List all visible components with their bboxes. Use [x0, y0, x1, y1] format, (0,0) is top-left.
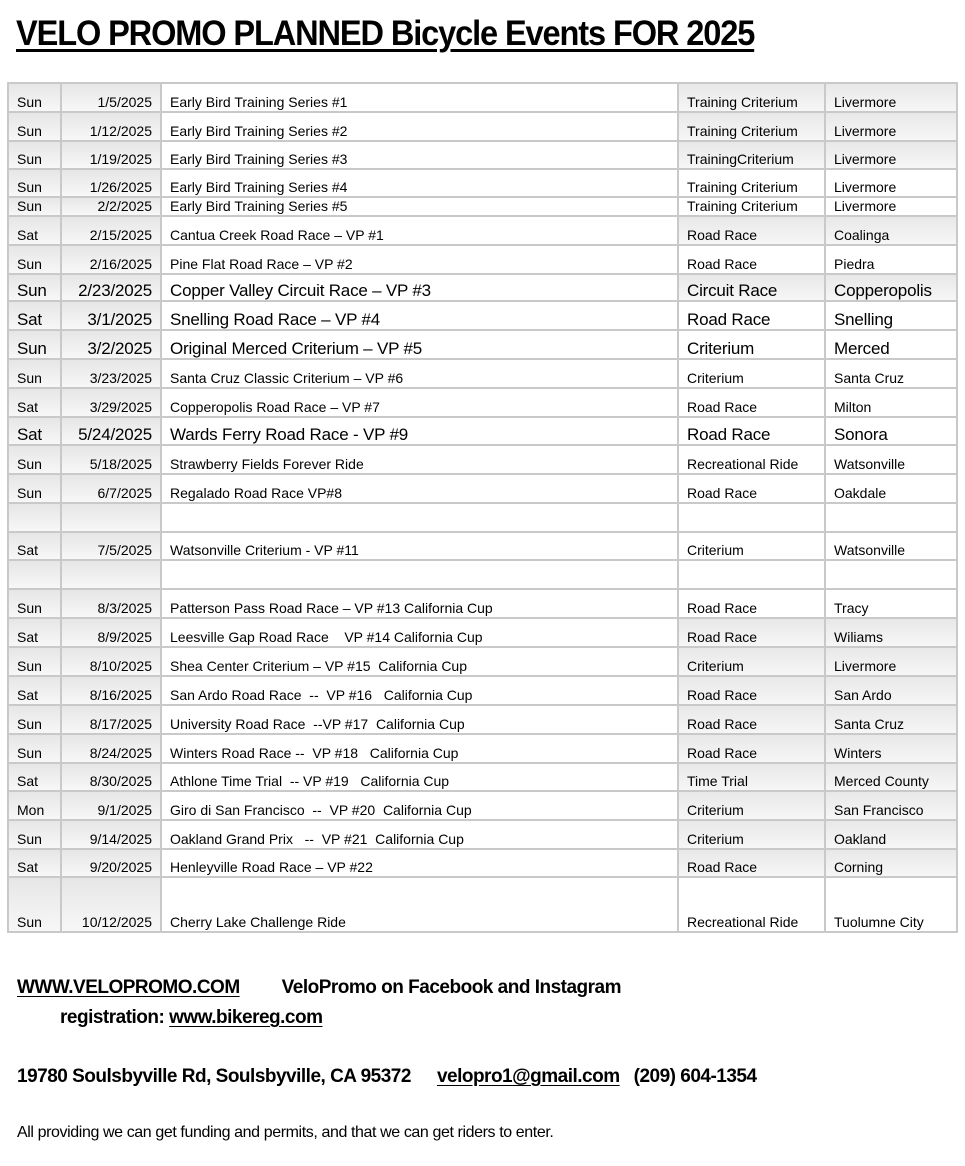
date-cell: 8/3/2025 — [61, 589, 161, 618]
website-link[interactable]: WWW.VELOPROMO.COM — [17, 977, 240, 998]
event-name-cell: Oakland Grand Prix -- VP #21 California Cup — [161, 820, 678, 849]
event-type-cell: Training Criterium — [678, 197, 825, 216]
event-type-cell: Criterium — [678, 532, 825, 560]
date-cell: 10/12/2025 — [61, 877, 161, 932]
location-cell — [825, 560, 957, 589]
event-type-cell: Training Criterium — [678, 83, 825, 112]
location-cell: Livermore — [825, 197, 957, 216]
location-cell: Santa Cruz — [825, 359, 957, 388]
event-name-cell: Early Bird Training Series #2 — [161, 112, 678, 141]
location-cell: San Francisco — [825, 791, 957, 820]
event-name-cell — [161, 503, 678, 532]
table-row — [8, 705, 957, 734]
event-type-cell: Road Race — [678, 734, 825, 763]
day-cell: Sat — [8, 676, 61, 705]
event-type-cell: Road Race — [678, 388, 825, 417]
location-cell: Merced County — [825, 763, 957, 791]
day-cell: Sat — [8, 763, 61, 791]
event-name-cell: Giro di San Francisco -- VP #20 California Cup — [161, 791, 678, 820]
footer-links-line — [17, 977, 621, 999]
date-cell: 3/1/2025 — [61, 301, 161, 330]
location-cell: Watsonville — [825, 445, 957, 474]
email-link[interactable]: velopro1@gmail.com — [436, 1066, 620, 1087]
date-cell: 2/2/2025 — [61, 197, 161, 216]
event-type-cell: Criterium — [678, 359, 825, 388]
day-cell: Sat — [8, 417, 61, 445]
location-cell: Piedra — [825, 245, 957, 274]
location-cell: Watsonville — [825, 532, 957, 560]
day-cell: Sun — [8, 83, 61, 112]
table-row — [8, 141, 957, 169]
event-type-cell — [678, 503, 825, 532]
date-cell: 9/20/2025 — [61, 849, 161, 877]
event-type-cell: Criterium — [678, 820, 825, 849]
day-cell: Sat — [8, 301, 61, 330]
table-row — [8, 791, 957, 820]
event-name-cell: Early Bird Training Series #5 — [161, 197, 678, 216]
contact-line — [17, 1066, 757, 1088]
registration-line — [60, 1007, 322, 1029]
location-cell: Wiliams — [825, 618, 957, 647]
event-type-cell: TrainingCriterium — [678, 141, 825, 169]
day-cell: Sun — [8, 877, 61, 932]
day-cell: Sun — [8, 197, 61, 216]
day-cell: Sun — [8, 330, 61, 359]
date-cell: 2/16/2025 — [61, 245, 161, 274]
day-cell: Mon — [8, 791, 61, 820]
events-table-body — [8, 83, 957, 932]
date-cell: 2/23/2025 — [61, 274, 161, 301]
day-cell: Sun — [8, 169, 61, 197]
event-type-cell — [678, 560, 825, 589]
registration-link[interactable]: www.bikereg.com — [169, 1007, 323, 1028]
day-cell: Sun — [8, 589, 61, 618]
table-row — [8, 83, 957, 112]
event-name-cell: Santa Cruz Classic Criterium – VP #6 — [161, 359, 678, 388]
event-name-cell: Original Merced Criterium – VP #5 — [161, 330, 678, 359]
table-row — [8, 169, 957, 197]
table-row — [8, 560, 957, 589]
disclaimer-note: All providing we can get funding and permits, and that we can get riders to enter. — [17, 1124, 554, 1141]
date-cell: 3/29/2025 — [61, 388, 161, 417]
day-cell — [8, 503, 61, 532]
event-name-cell: Cantua Creek Road Race – VP #1 — [161, 216, 678, 245]
event-type-cell: Road Race — [678, 216, 825, 245]
event-type-cell: Road Race — [678, 474, 825, 503]
location-cell: Santa Cruz — [825, 705, 957, 734]
location-cell: Livermore — [825, 169, 957, 197]
day-cell: Sat — [8, 216, 61, 245]
table-row — [8, 245, 957, 274]
date-cell: 3/23/2025 — [61, 359, 161, 388]
date-cell — [61, 503, 161, 532]
event-name-cell: Early Bird Training Series #4 — [161, 169, 678, 197]
date-cell: 1/26/2025 — [61, 169, 161, 197]
table-row — [8, 589, 957, 618]
events-table — [7, 82, 958, 933]
event-name-cell: Early Bird Training Series #1 — [161, 83, 678, 112]
day-cell: Sat — [8, 849, 61, 877]
table-row — [8, 532, 957, 560]
event-type-cell: Road Race — [678, 589, 825, 618]
day-cell: Sun — [8, 245, 61, 274]
event-type-cell: Criterium — [678, 791, 825, 820]
table-row — [8, 849, 957, 877]
event-type-cell: Road Race — [678, 705, 825, 734]
day-cell: Sat — [8, 532, 61, 560]
date-cell: 1/5/2025 — [61, 83, 161, 112]
day-cell: Sun — [8, 445, 61, 474]
table-row — [8, 359, 957, 388]
event-type-cell: Road Race — [678, 301, 825, 330]
date-cell: 5/18/2025 — [61, 445, 161, 474]
event-type-cell: Road Race — [678, 618, 825, 647]
date-cell — [61, 560, 161, 589]
location-cell: Tuolumne City — [825, 877, 957, 932]
event-type-cell: Circuit Race — [678, 274, 825, 301]
date-cell: 9/1/2025 — [61, 791, 161, 820]
date-cell: 2/15/2025 — [61, 216, 161, 245]
location-cell: Livermore — [825, 83, 957, 112]
event-type-cell: Training Criterium — [678, 169, 825, 197]
event-type-cell: Recreational Ride — [678, 445, 825, 474]
location-cell: Corning — [825, 849, 957, 877]
day-cell: Sun — [8, 734, 61, 763]
event-name-cell: Patterson Pass Road Race – VP #13 California Cup — [161, 589, 678, 618]
date-cell: 8/30/2025 — [61, 763, 161, 791]
date-cell: 3/2/2025 — [61, 330, 161, 359]
date-cell: 7/5/2025 — [61, 532, 161, 560]
location-cell: Merced — [825, 330, 957, 359]
event-name-cell: Shea Center Criterium – VP #15 California Cup — [161, 647, 678, 676]
table-row — [8, 763, 957, 791]
table-row — [8, 647, 957, 676]
location-cell: Oakland — [825, 820, 957, 849]
date-cell: 1/12/2025 — [61, 112, 161, 141]
date-cell: 9/14/2025 — [61, 820, 161, 849]
event-name-cell: Pine Flat Road Race – VP #2 — [161, 245, 678, 274]
event-name-cell: Copper Valley Circuit Race – VP #3 — [161, 274, 678, 301]
day-cell: Sun — [8, 474, 61, 503]
event-type-cell: Criterium — [678, 330, 825, 359]
day-cell — [8, 560, 61, 589]
event-name-cell: Copperopolis Road Race – VP #7 — [161, 388, 678, 417]
event-type-cell: Recreational Ride — [678, 877, 825, 932]
location-cell: Tracy — [825, 589, 957, 618]
location-cell: San Ardo — [825, 676, 957, 705]
event-name-cell: Early Bird Training Series #3 — [161, 141, 678, 169]
event-type-cell: Criterium — [678, 647, 825, 676]
event-type-cell: Road Race — [678, 417, 825, 445]
event-type-cell: Road Race — [678, 849, 825, 877]
event-name-cell: Regalado Road Race VP#8 — [161, 474, 678, 503]
event-name-cell: Leesville Gap Road Race VP #14 California Cup — [161, 618, 678, 647]
event-name-cell: San Ardo Road Race -- VP #16 California Cup — [161, 676, 678, 705]
page-title: VELO PROMO PLANNED Bicycle Events FOR 2025 — [16, 14, 755, 53]
table-row — [8, 274, 957, 301]
location-cell — [825, 503, 957, 532]
date-cell: 5/24/2025 — [61, 417, 161, 445]
location-cell: Livermore — [825, 112, 957, 141]
table-row — [8, 676, 957, 705]
date-cell: 1/19/2025 — [61, 141, 161, 169]
day-cell: Sun — [8, 141, 61, 169]
table-row — [8, 618, 957, 647]
date-cell: 8/9/2025 — [61, 618, 161, 647]
table-row — [8, 301, 957, 330]
table-row — [8, 388, 957, 417]
address-text: 19780 Soulsbyville Rd, Soulsbyville, CA 95372 — [17, 1066, 411, 1087]
date-cell: 8/17/2025 — [61, 705, 161, 734]
location-cell: Winters — [825, 734, 957, 763]
table-row — [8, 330, 957, 359]
event-name-cell: Watsonville Criterium - VP #11 — [161, 532, 678, 560]
date-cell: 8/16/2025 — [61, 676, 161, 705]
day-cell: Sat — [8, 618, 61, 647]
location-cell: Oakdale — [825, 474, 957, 503]
table-row — [8, 474, 957, 503]
registration-label: registration: — [60, 1007, 165, 1028]
table-row — [8, 112, 957, 141]
location-cell: Copperopolis — [825, 274, 957, 301]
table-row — [8, 445, 957, 474]
table-row — [8, 734, 957, 763]
event-type-cell: Road Race — [678, 676, 825, 705]
date-cell: 8/24/2025 — [61, 734, 161, 763]
location-cell: Coalinga — [825, 216, 957, 245]
event-name-cell: University Road Race --VP #17 California Cup — [161, 705, 678, 734]
social-text: VeloPromo on Facebook and Instagram — [281, 977, 622, 998]
phone-text: (209) 604-1354 — [633, 1066, 757, 1087]
location-cell: Livermore — [825, 141, 957, 169]
event-name-cell: Strawberry Fields Forever Ride — [161, 445, 678, 474]
location-cell: Sonora — [825, 417, 957, 445]
event-type-cell: Training Criterium — [678, 112, 825, 141]
location-cell: Milton — [825, 388, 957, 417]
table-row — [8, 503, 957, 532]
day-cell: Sun — [8, 359, 61, 388]
day-cell: Sun — [8, 705, 61, 734]
date-cell: 8/10/2025 — [61, 647, 161, 676]
event-name-cell: Wards Ferry Road Race - VP #9 — [161, 417, 678, 445]
day-cell: Sun — [8, 820, 61, 849]
location-cell: Snelling — [825, 301, 957, 330]
table-row — [8, 216, 957, 245]
location-cell: Livermore — [825, 647, 957, 676]
day-cell: Sun — [8, 112, 61, 141]
event-type-cell: Time Trial — [678, 763, 825, 791]
event-name-cell: Snelling Road Race – VP #4 — [161, 301, 678, 330]
date-cell: 6/7/2025 — [61, 474, 161, 503]
event-name-cell — [161, 560, 678, 589]
table-row — [8, 877, 957, 932]
event-name-cell: Henleyville Road Race – VP #22 — [161, 849, 678, 877]
table-row — [8, 417, 957, 445]
day-cell: Sun — [8, 274, 61, 301]
day-cell: Sat — [8, 388, 61, 417]
day-cell: Sun — [8, 647, 61, 676]
event-type-cell: Road Race — [678, 245, 825, 274]
event-name-cell: Winters Road Race -- VP #18 California Cup — [161, 734, 678, 763]
table-row — [8, 820, 957, 849]
table-row — [8, 197, 957, 216]
event-name-cell: Athlone Time Trial -- VP #19 California Cup — [161, 763, 678, 791]
event-name-cell: Cherry Lake Challenge Ride — [161, 877, 678, 932]
